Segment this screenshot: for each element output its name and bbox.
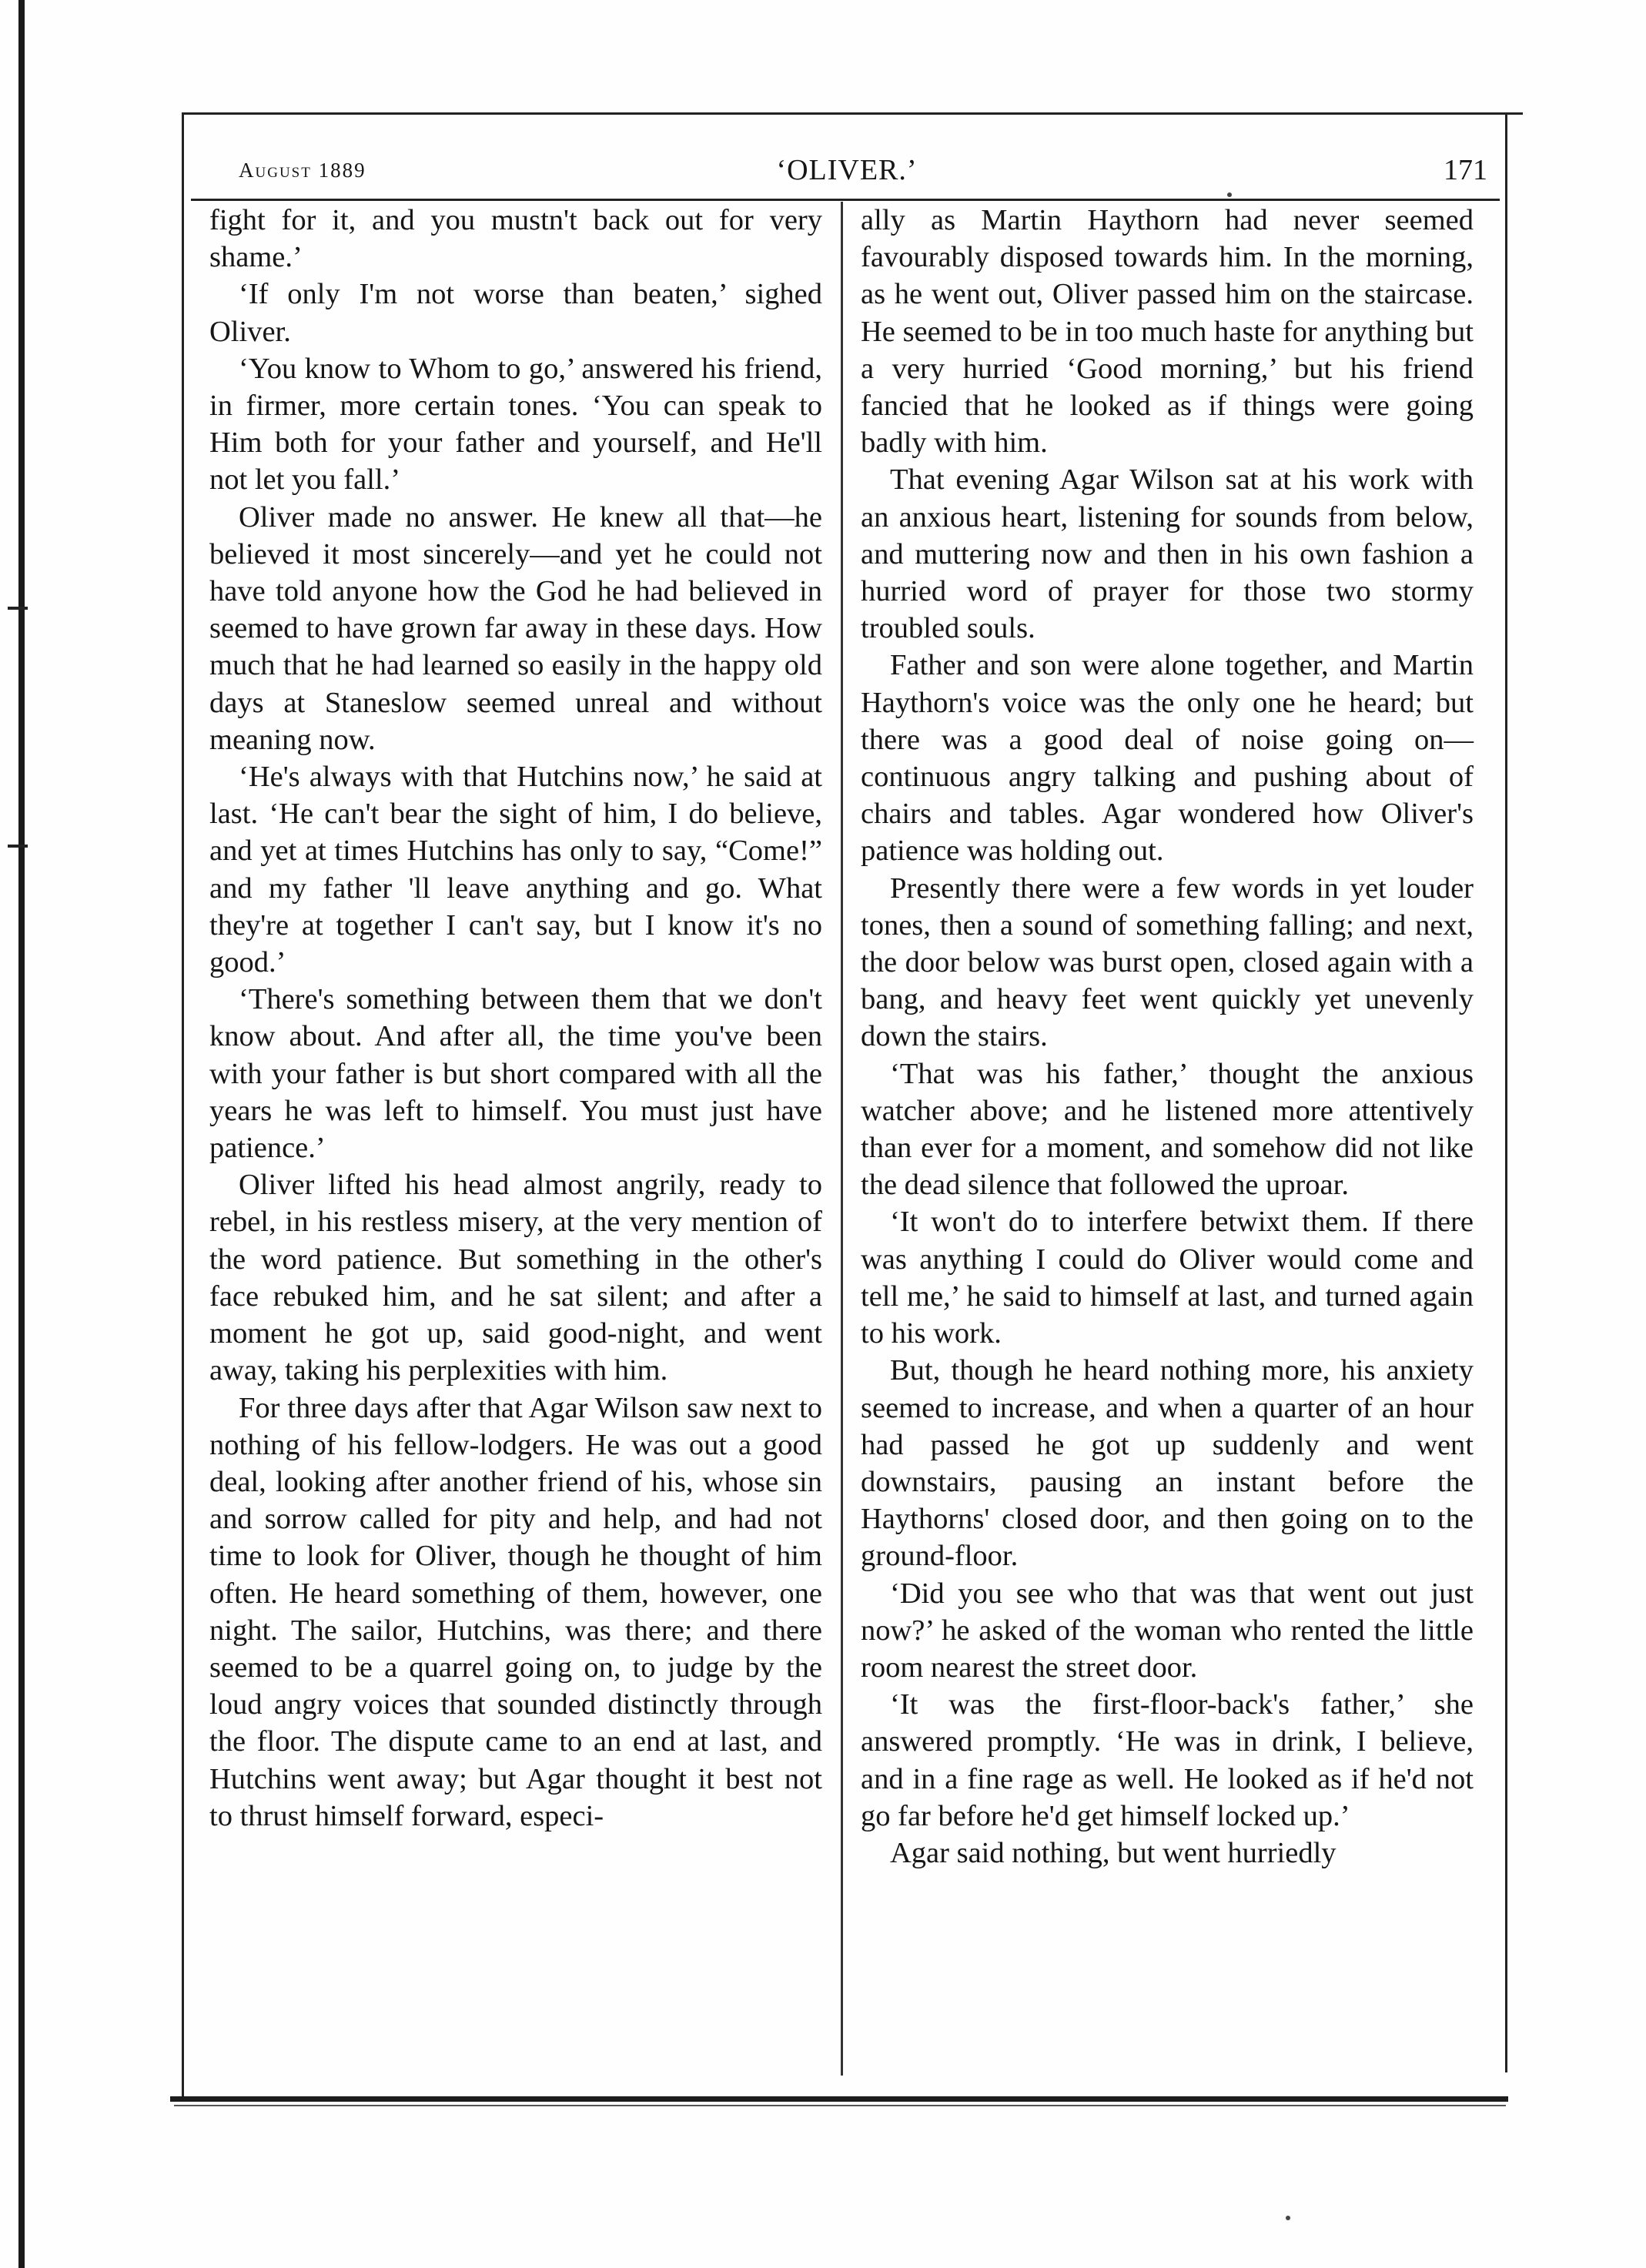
paragraph: ‘It was the first-floor-back's father,’ she answered promptly. ‘He was in drink, I believe, and in a fine rage as well. He looked as if he'd not go far before he'd get himself locked up.’ [861, 1688, 1474, 1832]
frame-right-border [1505, 112, 1507, 2072]
paragraph: For three days after that Agar Wilson saw next to nothing of his fellow-lodgers. He was out a good deal, looking after another friend of his, whose sin and sorrow called for pity and help, and had not time to look for Oliver, though he thought of him often. He heard something of them, however, one night. The sailor, Hutchins, was there; and there seemed to be a quarrel going on, to judge by the loud angry voices that sounded distinctly through the floor. The dispute came to an end at last, and Hutchins went away; but Agar thought it best not to thrust himself forward, especi- [209, 1391, 822, 1832]
paragraph: fight for it, and you mustn't back out for very shame.’ [209, 204, 822, 274]
binding-tick [8, 845, 28, 848]
issue-date: August 1889 [239, 159, 366, 182]
paragraph: ‘He's always with that Hutchins now,’ he said at last. ‘He can't bear the sight of him, I do believe, and yet at times Hutchins has only to say, “Come!” and my father 'll leave anything and go. What they're at together I can't say, but I know it's no good.’ [209, 761, 822, 979]
paragraph: Agar said nothing, but went hurriedly [890, 1836, 1337, 1869]
paragraph: Presently there were a few words in yet louder tones, then a sound of something falling; and next, the door below was burst open, closed again with a bang, and heavy feet went quickly yet unevenly down the stairs. [861, 871, 1474, 1053]
paragraph: ‘That was his father,’ thought the anxious watcher above; and he listened more attentively than ever for a moment, and somehow did not like the dead silence that followed the uproar. [861, 1057, 1474, 1202]
running-header [200, 151, 1494, 189]
print-speck [1286, 2216, 1290, 2220]
paragraph: That evening Agar Wilson sat at his work with an anxious heart, listening for sounds from below, and muttering now and then in his own fashion a hurried word of prayer for those two stormy troubled souls. [861, 463, 1474, 645]
running-title: ‘OLIVER.’ [776, 154, 918, 186]
left-column [209, 202, 822, 1835]
page-number: 171 [1444, 154, 1487, 186]
binding-tick [8, 607, 28, 610]
frame-top-border [182, 112, 1523, 115]
paragraph: ‘It won't do to interfere betwixt them. If there was anything I could do Oliver would come and tell me,’ he said to himself at last, and turned again to his work. [861, 1206, 1474, 1350]
column-divider [841, 202, 843, 2076]
frame-left-border [182, 112, 184, 2097]
frame-bottom-border [170, 2096, 1508, 2102]
paragraph: ‘Did you see who that was that went out just now?’ he asked of the woman who rented the little room nearest the street door. [861, 1577, 1474, 1684]
paragraph: ‘There's something between them that we don't know about. And after all, the time you've been with your father is but short compared with all the years he was left to himself. You must just have patience.’ [209, 983, 822, 1165]
binding-edge [18, 0, 25, 2268]
header-rule [191, 199, 1500, 201]
paragraph: Father and son were alone together, and Martin Haythorn's voice was the only one he heard; but there was a good deal of noise going on—continuous angry talking and pushing about of chairs and tables. Agar wondered how Oliver's patience was holding out. [861, 649, 1474, 868]
print-speck [1227, 192, 1232, 197]
paragraph: ‘You know to Whom to go,’ answered his friend, in firmer, more certain tones. ‘You can speak to Him both for your father and yourself, and He'll not let you fall.’ [209, 352, 822, 497]
frame-bottom-hairline [174, 2105, 1506, 2106]
right-column [861, 202, 1474, 1872]
paragraph: Oliver made no answer. He knew all that—he believed it most sincerely—and yet he could not have told anyone how the God he had believed in seemed to have grown far away in these days. How much that he had learned so easily in the happy old days at Staneslow seemed unreal and without meaning now. [209, 500, 822, 756]
paragraph: Oliver lifted his head almost angrily, ready to rebel, in his restless misery, at the very mention of the word patience. But something in the other's face rebuked him, and he sat silent; and after a moment he got up, said good-night, and went away, taking his perplexities with him. [209, 1169, 822, 1387]
paragraph: ally as Martin Haythorn had never seemed favourably disposed towards him. In the morning, as he went out, Oliver passed him on the staircase. He seemed to be in too much haste for anything but a very hurried ‘Good morning,’ but his friend fancied that he looked as if things were going badly with him. [861, 204, 1474, 460]
paragraph: But, though he heard nothing more, his anxiety seemed to increase, and when a quarter of an hour had passed he got up suddenly and went downstairs, pausing an instant before the Haythorns' closed door, and then going on to the ground-floor. [861, 1354, 1474, 1573]
paragraph: ‘If only I'm not worse than beaten,’ sighed Oliver. [209, 278, 822, 348]
